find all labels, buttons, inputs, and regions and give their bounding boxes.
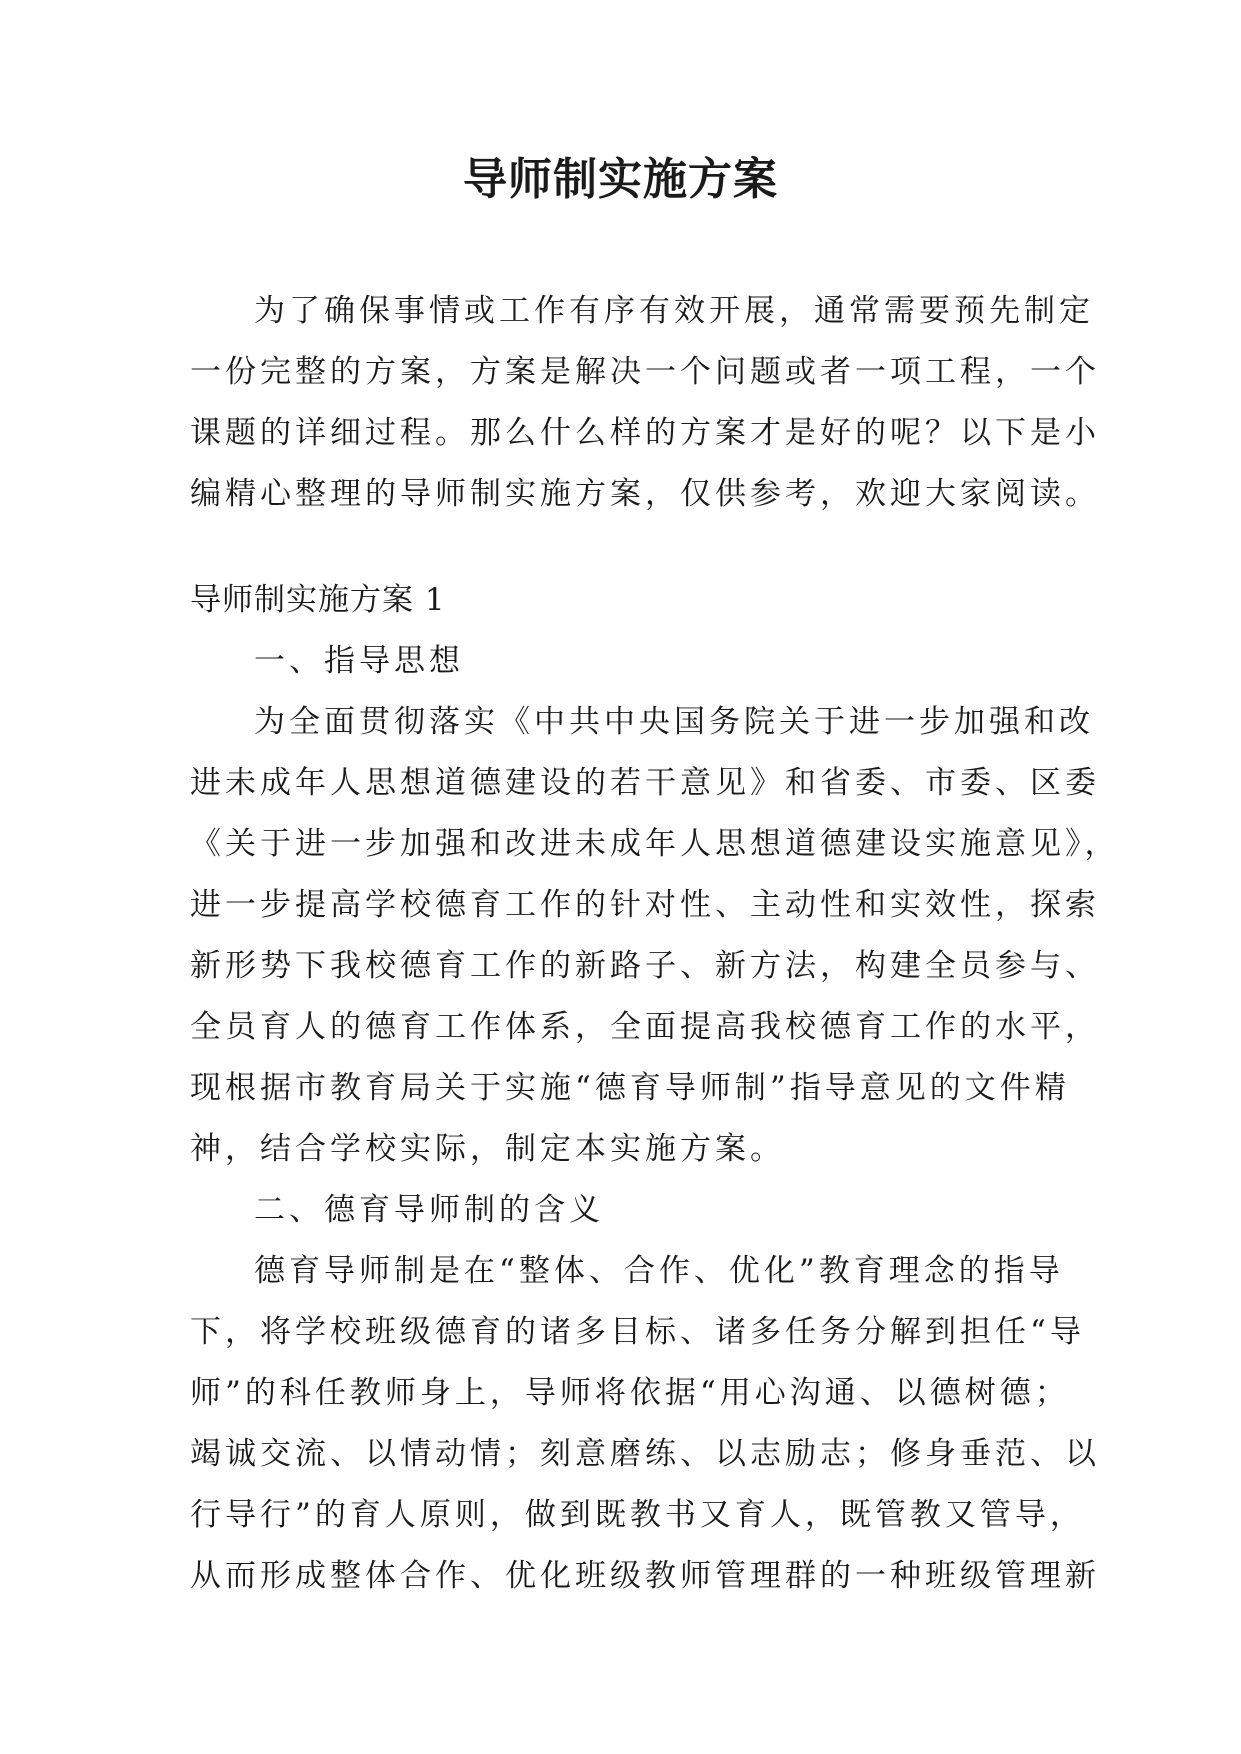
text-line: 德育导师制是在“整体、合作、优化”教育理念的指导 bbox=[254, 1253, 1064, 1289]
text-line: 现根据市教育局关于实施“德育导师制”指导意见的文件精 bbox=[190, 1070, 1070, 1106]
section-title: 导师制实施方案 1 bbox=[190, 582, 446, 618]
text-line: 课题的详细过程。那么什么样的方案才是好的呢？以下是小 bbox=[190, 415, 1100, 451]
paragraph-mentor-system-meaning bbox=[190, 1241, 1100, 1607]
text-line: 竭诚交流、以情动情；刻意磨练、以志励志；修身垂范、以 bbox=[190, 1436, 1100, 1472]
heading-mentor-system-meaning: 二、德育导师制的含义 bbox=[254, 1192, 604, 1228]
text-line: 行导行”的育人原则，做到既教书又育人，既管教又管导， bbox=[190, 1497, 1085, 1533]
text-line: 下，将学校班级德育的诸多目标、诸多任务分解到担任“导 bbox=[190, 1314, 1085, 1350]
text-line: 新形势下我校德育工作的新路子、新方法，构建全员参与、 bbox=[190, 948, 1100, 984]
text-line: 进未成年人思想道德建设的若干意见》和省委、市委、区委 bbox=[190, 765, 1100, 801]
text-line: 为了确保事情或工作有序有效开展，通常需要预先制定 bbox=[254, 293, 1094, 329]
document-title: 导师制实施方案 bbox=[463, 154, 778, 205]
text-line: 为全面贯彻落实《中共中央国务院关于进一步加强和改 bbox=[254, 704, 1094, 740]
text-line: 一份完整的方案，方案是解决一个问题或者一项工程，一个 bbox=[190, 354, 1100, 390]
intro-paragraph bbox=[190, 281, 1100, 525]
main-content bbox=[190, 570, 1120, 1607]
text-line: 神，结合学校实际，制定本实施方案。 bbox=[190, 1131, 785, 1167]
text-line: 《关于进一步加强和改进未成年人思想道德建设实施意见》， bbox=[190, 826, 1120, 862]
text-line: 编精心整理的导师制实施方案，仅供参考，欢迎大家阅读。 bbox=[190, 476, 1100, 512]
heading-guiding-ideology: 一、指导思想 bbox=[254, 643, 464, 679]
text-line: 全员育人的德育工作体系，全面提高我校德育工作的水平， bbox=[190, 1009, 1100, 1045]
paragraph-guiding-ideology bbox=[190, 692, 1120, 1180]
text-line: 进一步提高学校德育工作的针对性、主动性和实效性，探索 bbox=[190, 887, 1100, 923]
text-line: 从而形成整体合作、优化班级教师管理群的一种班级管理新 bbox=[190, 1558, 1100, 1594]
intro-text bbox=[190, 281, 1100, 525]
text-line: 师”的科任教师身上，导师将依据“用心沟通、以德树德； bbox=[190, 1375, 1070, 1411]
